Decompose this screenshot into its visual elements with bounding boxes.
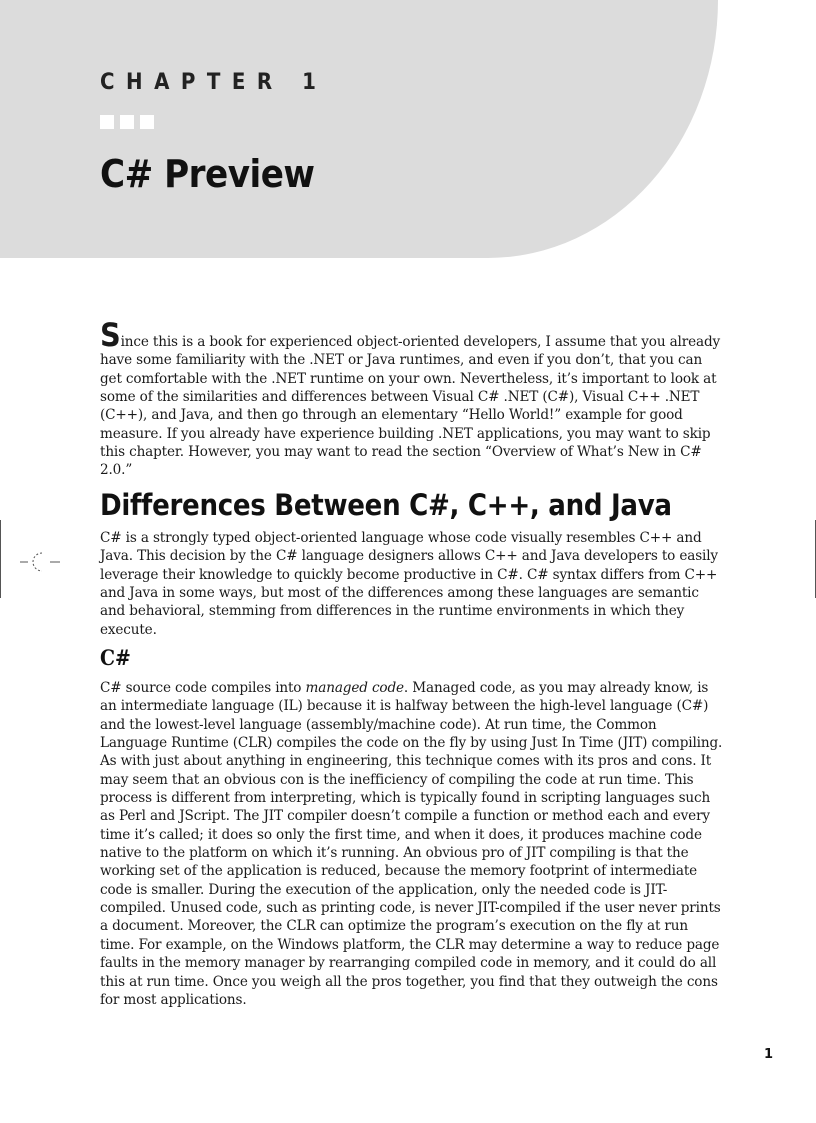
square-icon [100,115,114,129]
chapter-label: CHAPTER 1 [100,70,328,95]
intro-paragraph [100,316,724,480]
square-icon [120,115,134,129]
drop-cap: S [100,316,121,354]
subsection-paragraph [100,679,724,1009]
section-paragraph: C# is a strongly typed object-oriented language whose code visually resembles C++ and Java. This decision by the C# language designers allows C++ and Java developers to easily leverage their knowledge to quickly become productive in C#. C# syntax differs from C++ and Java in some ways, but most of the differences among these languages are semantic and behavioral, stemming from differences in the runtime environments in which they execute. [100,530,718,638]
page-number: 1 [764,1047,774,1062]
crop-mark-icon [20,549,60,575]
subsection-text-after: . Managed code, as you may already know, is an intermediate language (IL) because it is halfway between the high-level language (C#) and the lowest-level language (assembly/machine code). At run time, the Common Language Runtime (CLR) compiles the code on the fly by using Just In Time (JIT) compiling. As with just about anything in engineering, this technique comes with its pros and cons. It may seem that an obvious con is the inefficiency of compiling the code at run time. This process is different from interpreting, which is typically found in scripting languages such as Perl and JScript. The JIT compiler doesn’t compile a function or method each and every time it’s called; it does so only the first time, and when it does, it produces machine code native to the platform on which it’s running. An obvious pro of JIT compiling is that the working set of the application is reduced, because the memory footprint of intermediate code is smaller. During the execution of the application, only the needed code is JIT-compiled. Unused code, such as printing code, is never JIT-compiled if the user never prints a document. Moreover, the CLR can optimize the program’s execution on the fly at run time. For example, on the Windows platform, the CLR may determine a way to reduce page faults in the memory manager by rearranging compiled code in memory, and it could do all this at run time. Once you weigh all the pros together, you find that they outweigh the cons for most applications. [100,680,723,1008]
chapter-title: C# Preview [100,152,315,196]
section-heading: Differences Between C#, C++, and Java [100,488,672,522]
subsection-text-before: C# source code compiles into [100,680,306,696]
margin-rule-left [0,520,1,598]
square-icon [140,115,154,129]
intro-text: ince this is a book for experienced object-oriented developers, I assume that you already have some familiarity with the .NET or Java runtimes, and even if you don’t, that you can get comfortable with the .NET runtime on your own. Nevertheless, it’s important to look at some of the similarities and differences between Visual C# .NET (C#), Visual C++ .NET (C++), and Java, and then go through an elementary “Hello World!” example for good measure. If you already have experience building .NET applications, you may want to skip this chapter. However, you may want to read the section “Overview of What’s New in C# 2.0.” [100,334,721,479]
decorative-squares [100,115,154,129]
subsection-heading: C# [100,645,131,670]
subsection-emphasis: managed code [305,680,404,696]
chapter-header-band [0,0,718,258]
